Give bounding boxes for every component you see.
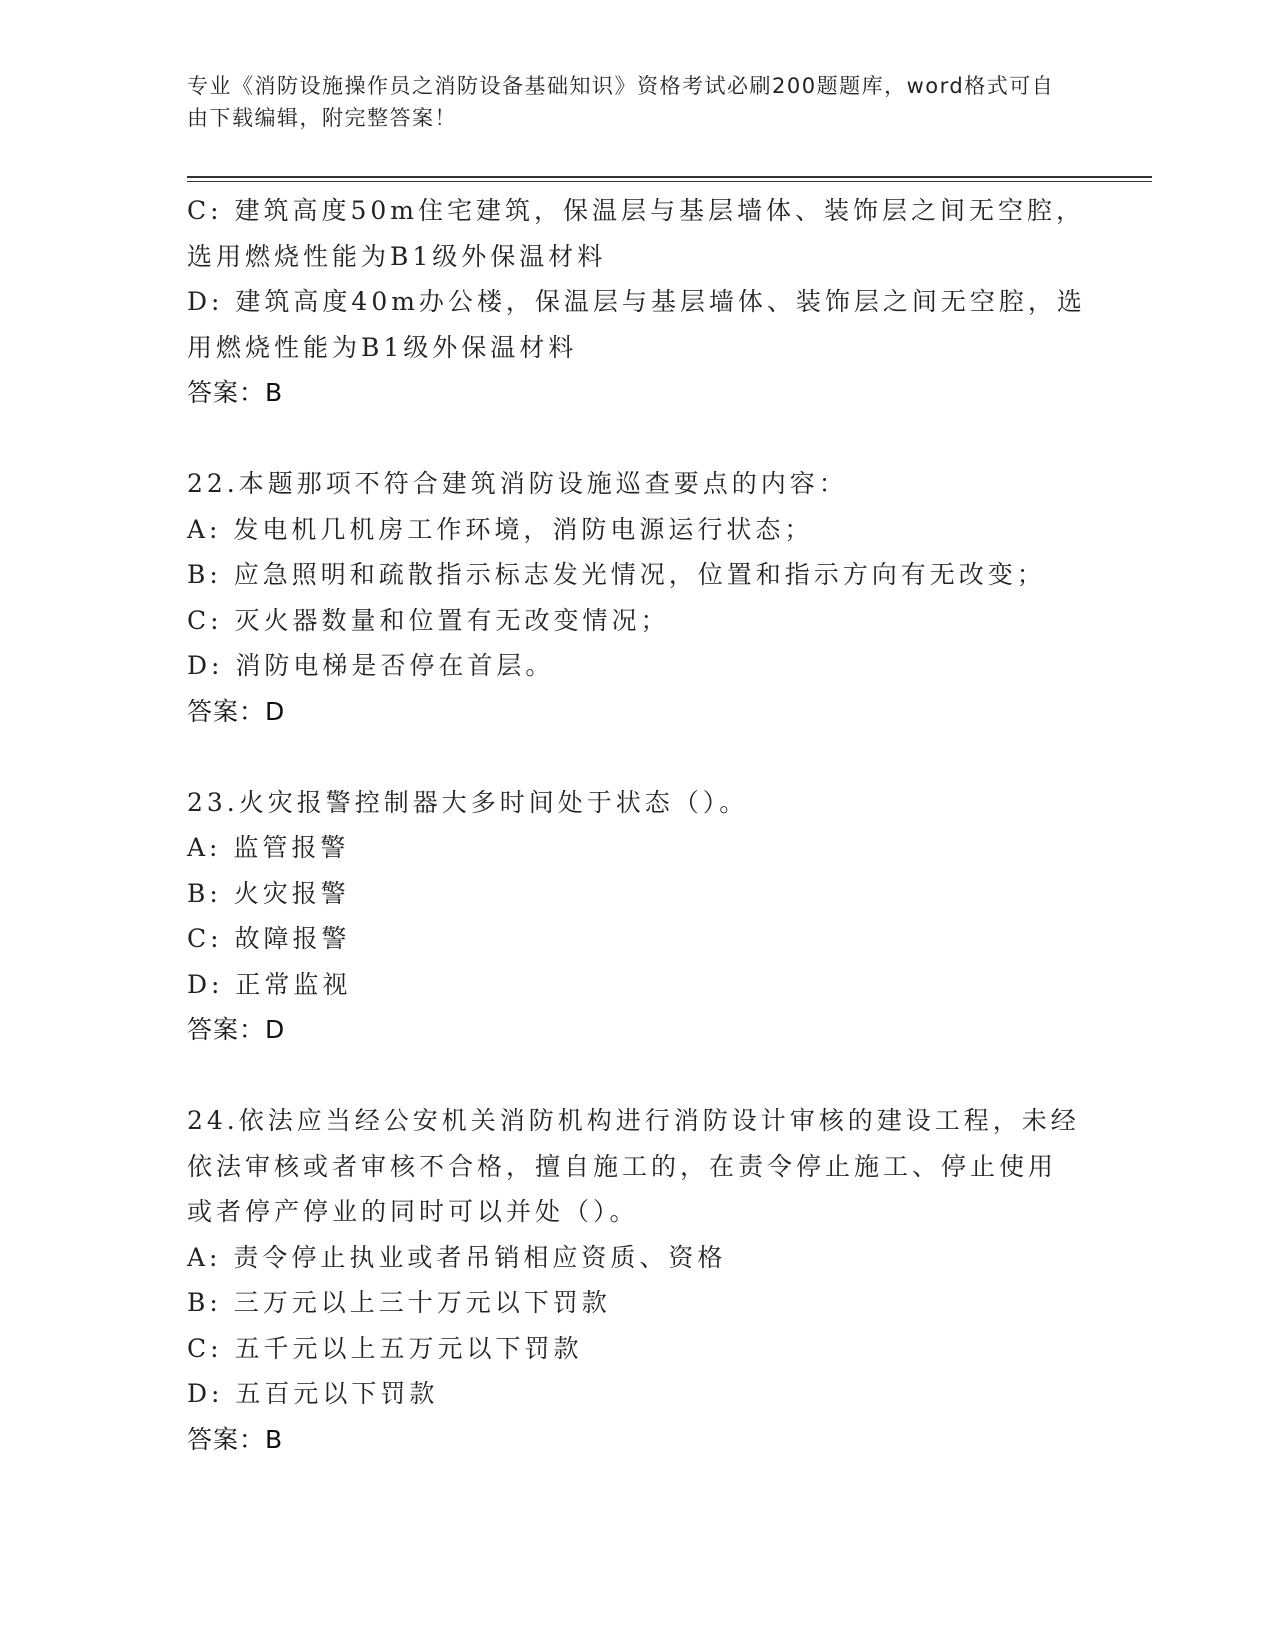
option-c: C: 灭火器数量和位置有无改变情况； (187, 605, 670, 635)
option-b: B: 应急照明和疏散指示标志发光情况，位置和指示方向有无改变； (187, 560, 1046, 589)
header-divider-thin (187, 181, 1152, 182)
document-body (187, 188, 1087, 1462)
answer-label: 答案：D (187, 696, 286, 726)
question-23 (187, 780, 1087, 1053)
option-c: C: 五千元以上五万元以下罚款 (187, 1333, 583, 1363)
option-d: D: 消防电梯是否停在首层。 (187, 651, 555, 680)
question-24 (187, 1098, 1087, 1462)
option-a: A: 监管报警 (187, 833, 350, 862)
option-a: A: 责令停止执业或者吊销相应资质、资格 (187, 1242, 727, 1272)
spacer (187, 1053, 1087, 1099)
option-c-line2: 选用燃烧性能为B1级外保温材料 (187, 241, 607, 271)
question-text: 23.火灾报警控制器大多时间处于状态（）。 (187, 787, 749, 817)
option-a: A: 发电机几机房工作环境，消防电源运行状态； (187, 514, 814, 544)
question-text-line3: 或者停产停业的同时可以并处（）。 (187, 1197, 639, 1226)
option-d: D: 五百元以下罚款 (187, 1379, 439, 1408)
option-c: C: 故障报警 (187, 924, 351, 953)
option-c-line1: C: 建筑高度50m住宅建筑，保温层与基层墙体、装饰层之间无空腔， (187, 196, 1086, 225)
answer-label: 答案：D (187, 1015, 286, 1044)
question-text-line2: 依法审核或者审核不合格，擅自施工的，在责令停止施工、停止使用 (187, 1151, 1058, 1181)
question-text: 22.本题那项不符合建筑消防设施巡查要点的内容： (187, 469, 848, 498)
spacer (187, 416, 1087, 462)
option-d-line2: 用燃烧性能为B1级外保温材料 (187, 332, 578, 362)
option-d: D: 正常监视 (187, 969, 352, 999)
answer-label: 答案：B (187, 378, 284, 407)
option-b: B: 火灾报警 (187, 878, 350, 908)
option-b: B: 三万元以上三十万元以下罚款 (187, 1288, 611, 1317)
question-22 (187, 461, 1087, 734)
header-divider-thick (187, 176, 1152, 178)
option-d-line1: D: 建筑高度40m办公楼，保温层与基层墙体、装饰层之间无空腔，选 (187, 287, 1086, 316)
answer-label: 答案：B (187, 1424, 284, 1454)
question-21-continuation (187, 188, 1087, 416)
header-title: 专业《消防设施操作员之消防设备基础知识》资格考试必刷200题题库，word格式可自由下载编辑，附完整答案！ (187, 74, 1055, 130)
document-header (187, 70, 1152, 134)
question-text-line1: 24.依法应当经公安机关消防机构进行消防设计审核的建设工程，未经 (187, 1106, 1080, 1135)
spacer (187, 734, 1087, 780)
